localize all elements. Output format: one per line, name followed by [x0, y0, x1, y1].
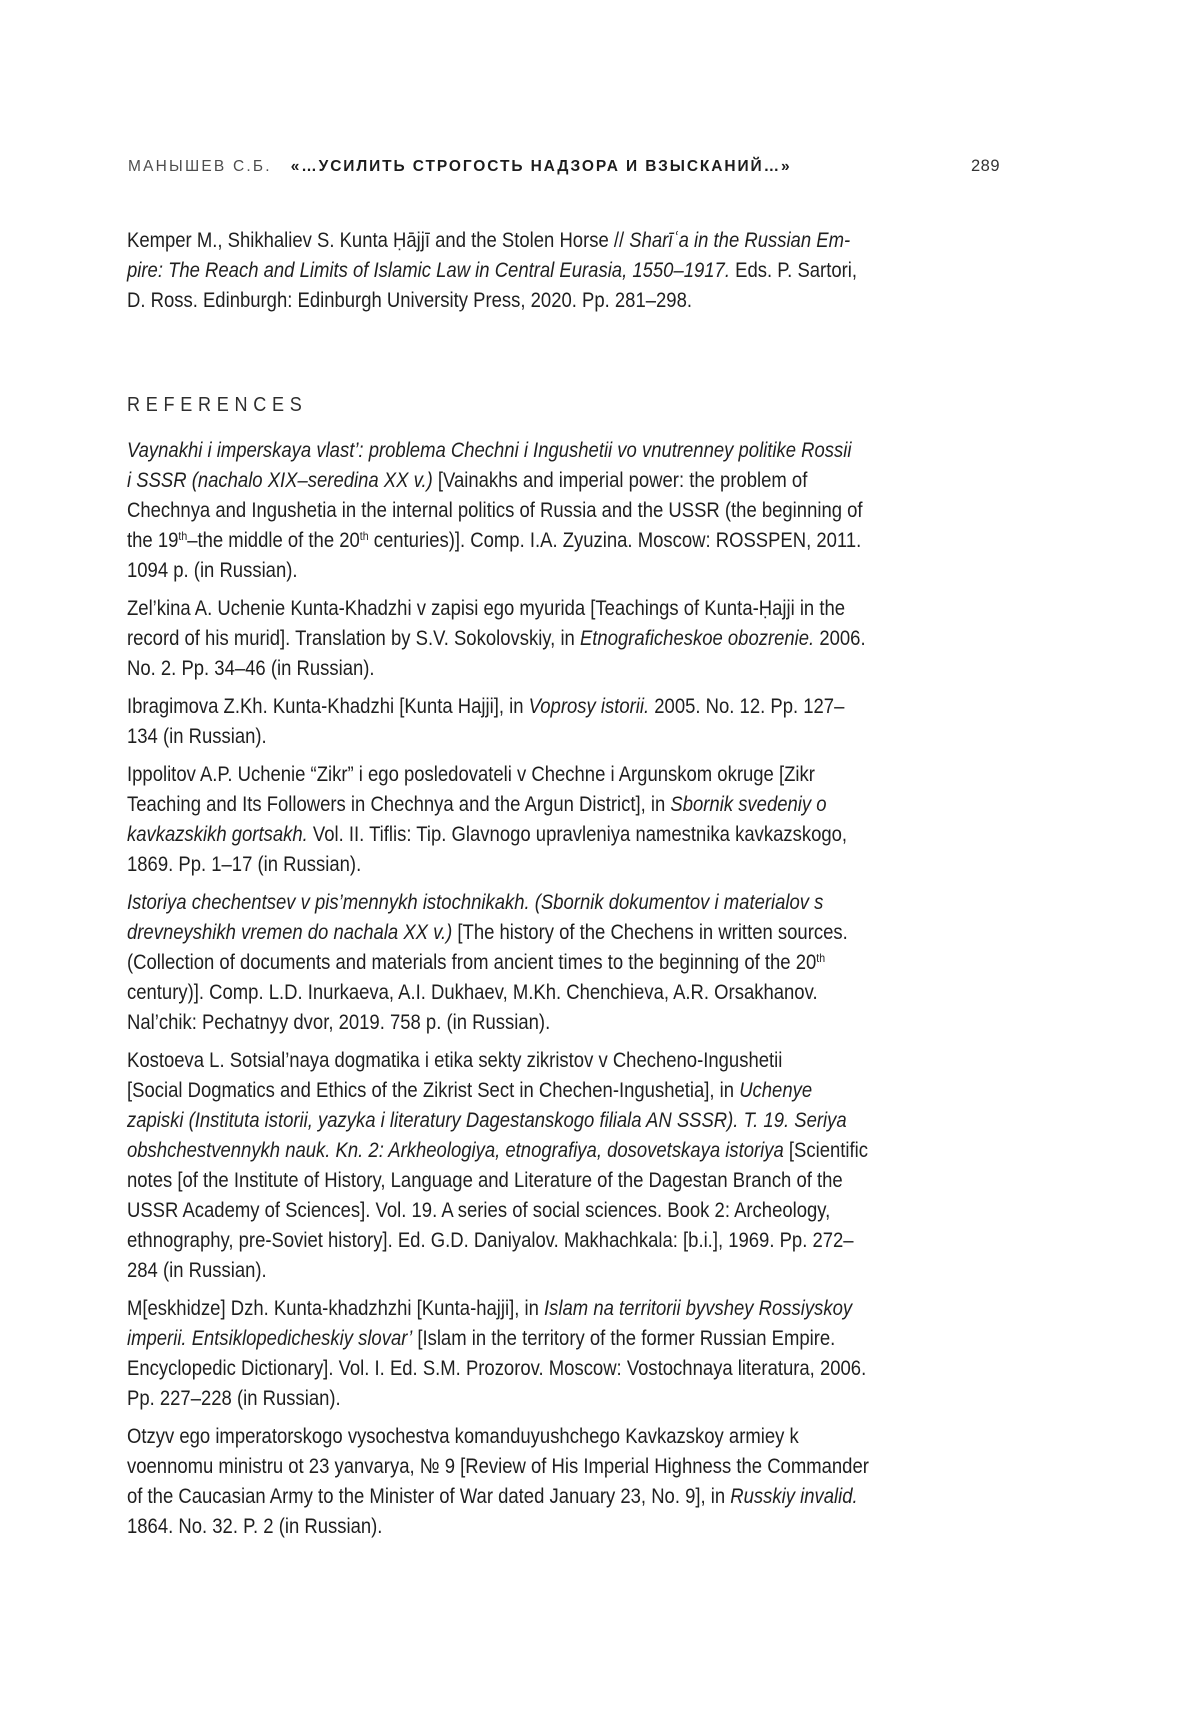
text-line: Ippolitov A.P. Uchenie “Zikr” i ego posledovateli v Chechne i Argunskom okruge [Zikr: [127, 763, 815, 786]
text-line: Nal’chik: Pechatnyy dvor, 2019. 758 p. (in Russian).: [127, 1011, 551, 1034]
reference-entry: [127, 888, 970, 1038]
running-header-author: МАНЫШЕВ С.Б.: [128, 158, 272, 175]
running-header: [128, 156, 1000, 177]
reference-entry: [127, 1046, 970, 1286]
text-line: voennomu ministru ot 23 yanvarya, № 9 [Review of His Imperial Highness the Commander: [127, 1455, 869, 1478]
references-heading: REFERENCES: [127, 393, 308, 416]
text-line: Kemper M., Shikhaliev S. Kunta Ḥājjī and the Stolen Horse // Sharīʿa in the Russian Em-: [127, 229, 851, 252]
reference-entry: [127, 1294, 970, 1414]
text-line: Otzyv ego imperatorskogo vysochestva komanduyushchego Kavkazskoy armiey k: [127, 1425, 799, 1448]
text-line: drevneyshikh vremen do nachala XX v.) [The history of the Chechens in written sources.: [127, 921, 848, 944]
reference-entry: [127, 436, 970, 586]
reference-entry: [127, 760, 970, 880]
text-line: 284 (in Russian).: [127, 1259, 267, 1282]
text-line: (Collection of documents and materials from ancient times to the beginning of the 20th: [127, 951, 826, 974]
text-line: notes [of the Institute of History, Language and Literature of the Dagestan Branch of the: [127, 1169, 843, 1192]
text-line: Encyclopedic Dictionary]. Vol. I. Ed. S.M. Prozorov. Moscow: Vostochnaya literatura, 2006.: [127, 1357, 867, 1380]
reference-entry: [127, 692, 970, 752]
text-line: Chechnya and Ingushetia in the internal politics of Russia and the USSR (the beginning of: [127, 499, 863, 522]
text-line: Ibragimova Z.Kh. Kunta-Khadzhi [Kunta Hajji], in Voprosy istorii. 2005. No. 12. Pp. 127–: [127, 695, 845, 718]
text-line: 134 (in Russian).: [127, 725, 267, 748]
text-line: of the Caucasian Army to the Minister of War dated January 23, No. 9], in Russkiy invalid.: [127, 1485, 858, 1508]
text-line: D. Ross. Edinburgh: Edinburgh University Press, 2020. Pp. 281–298.: [127, 289, 692, 312]
text-line: Zel’kina A. Uchenie Kunta-Khadzhi v zapisi ego myurida [Teachings of Kunta-Ḥajji in the: [127, 597, 846, 620]
text-line: Kostoeva L. Sotsial’naya dogmatika i etika sekty zikristov v Checheno-Ingushetii: [127, 1049, 783, 1072]
text-line: 1094 p. (in Russian).: [127, 559, 298, 582]
references-list: [127, 436, 970, 1542]
text-line: i SSSR (nachalo XIX–seredina XX v.) [Vainakhs and imperial power: the problem of: [127, 469, 808, 492]
text-line: Istoriya chechentsev v pis’mennykh istochnikakh. (Sbornik dokumentov i materialov s: [127, 891, 824, 914]
text-line: 1864. No. 32. P. 2 (in Russian).: [127, 1515, 383, 1538]
text-line: Vaynakhi i imperskaya vlast’: problema Chechni i Ingushetii vo vnutrenney politike Rossii: [127, 439, 852, 462]
text-line: the 19th–the middle of the 20th centuries)]. Comp. I.A. Zyuzina. Moscow: ROSSPEN, 2011.: [127, 529, 862, 552]
text-line: kavkazskikh gortsakh. Vol. II. Tiflis: Tip. Glavnogo upravleniya namestnika kavkazskogo,: [127, 823, 848, 846]
text-line: USSR Academy of Sciences]. Vol. 19. A series of social sciences. Book 2: Archeology,: [127, 1199, 831, 1222]
running-header-left: [128, 157, 792, 177]
text-line: [Social Dogmatics and Ethics of the Zikrist Sect in Chechen-Ingushetia], in Uchenye: [127, 1079, 813, 1102]
text-line: obshchestvennykh nauk. Kn. 2: Arkheologiya, etnografiya, dosovetskaya istoriya [Scientific: [127, 1139, 868, 1162]
text-line: century)]. Comp. L.D. Inurkaeva, A.I. Dukhaev, M.Kh. Chenchieva, A.R. Orsakhanov.: [127, 981, 818, 1004]
text-block: [127, 226, 970, 1550]
page-number: 289: [970, 157, 1000, 175]
reference-entry: [127, 594, 970, 684]
text-line: pire: The Reach and Limits of Islamic Law in Central Eurasia, 1550–1917. Eds. P. Sartori,: [127, 259, 858, 282]
text-line: M[eskhidze] Dzh. Kunta-khadzhzhi [Kunta-hajji], in Islam na territorii byvshey Rossiyskoy: [127, 1297, 853, 1320]
text-line: imperii. Entsiklopedicheskiy slovar’ [Islam in the territory of the former Russian Empire.: [127, 1327, 836, 1350]
text-line: ethnography, pre-Soviet history]. Ed. G.D. Daniyalov. Makhachkala: [b.i.], 1969. Pp. 272–: [127, 1229, 854, 1252]
text-line: 1869. Pp. 1–17 (in Russian).: [127, 853, 362, 876]
text-line: record of his murid]. Translation by S.V. Sokolovskiy, in Etnograficheskoe obozrenie. 2006.: [127, 627, 866, 650]
text-line: Pp. 227–228 (in Russian).: [127, 1387, 341, 1410]
running-header-article-title: «…УСИЛИТЬ СТРОГОСТЬ НАДЗОРА И ВЗЫСКАНИЙ…»: [290, 158, 792, 175]
text-line: zapiski (Instituta istorii, yazyka i literatury Dagestanskogo filiala AN SSSR). T. 19. Seriya: [127, 1109, 847, 1132]
text-line: No. 2. Pp. 34–46 (in Russian).: [127, 657, 375, 680]
text-line: Teaching and Its Followers in Chechnya and the Argun District], in Sbornik svedeniy o: [127, 793, 827, 816]
lead-citation: [127, 226, 970, 316]
reference-entry: [127, 1422, 970, 1542]
